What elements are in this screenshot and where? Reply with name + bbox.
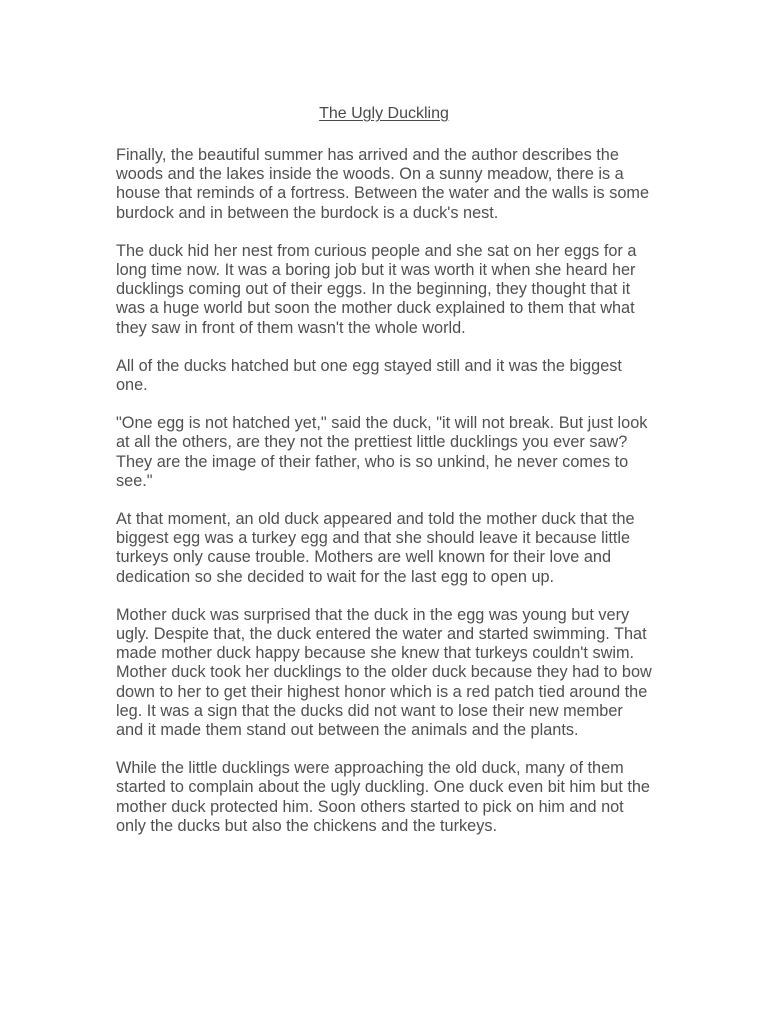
paragraph: All of the ducks hatched but one egg stayed still and it was the biggest one. [116, 356, 622, 395]
paragraph: Finally, the beautiful summer has arrived and the author describes the woods and the lakes inside the woods. On a sunny meadow, there is a house that reminds of a fortress. Between the water and the walls is some burdock and in between the burdock is a duck's nest. [116, 146, 650, 222]
paragraph: While the little ducklings were approaching the old duck, many of them started to complain about the ugly duckling. One duck even bit him but the mother duck protected him. Soon others started to pick on him and not only the ducks but also the chickens and the turkeys. [116, 759, 650, 835]
document-title: The Ugly Duckling [319, 105, 449, 122]
document-body [116, 146, 652, 855]
paragraph: The duck hid her nest from curious people and she sat on her eggs for a long time now. It was a boring job but it was worth it when she heard her ducklings coming out of their eggs. In the beginning, they thought that it was a huge world but soon the mother duck explained to them that what they saw in front of them wasn't the whole world. [116, 241, 637, 337]
paragraph: At that moment, an old duck appeared and told the mother duck that the biggest egg was a turkey egg and that she should leave it because little turkeys only cause trouble. Mothers are well known for their love and dedication so she decided to wait for the last egg to open up. [116, 510, 635, 586]
paragraph: "One egg is not hatched yet," said the duck, "it will not break. But just look at all the others, are they not the prettiest little ducklings you ever saw? They are the image of their father, who is so unkind, he never comes to see." [116, 414, 648, 490]
paragraph: Mother duck was surprised that the duck in the egg was young but very ugly. Despite that, the duck entered the water and started swimming. That made mother duck happy because she knew that turkeys couldn't swim. Mother duck took her ducklings to the older duck because they had to bow down to her to get their highest honor which is a red patch tied around the leg. It was a sign that the ducks did not want to lose their new member and it made them stand out between the animals and the plants. [116, 605, 652, 740]
